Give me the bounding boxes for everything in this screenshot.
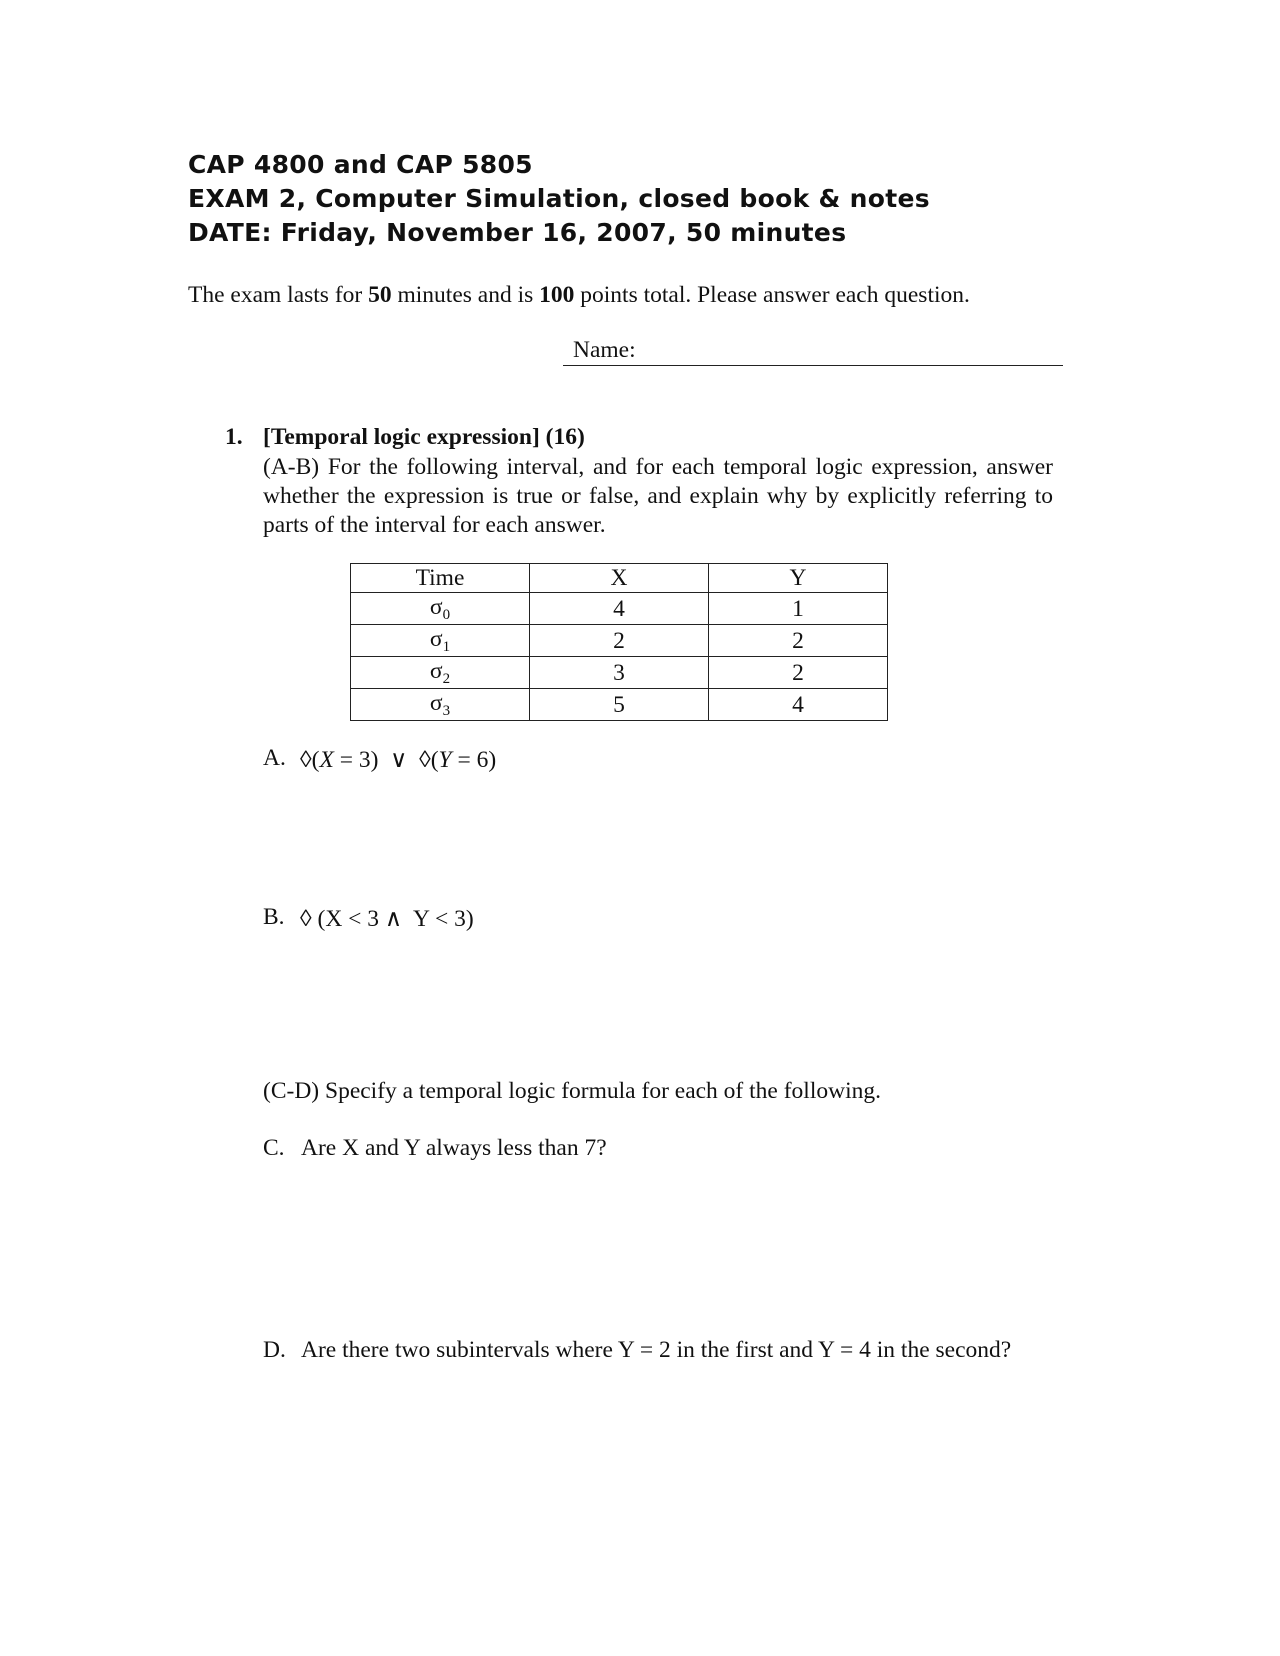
table-cell-time: [351, 625, 530, 657]
table-header-time: Time: [351, 564, 530, 593]
part-c-label: C.: [263, 1135, 285, 1161]
expr-text: = 6): [451, 747, 497, 773]
sigma-symbol: σ: [429, 690, 443, 716]
question-number: 1.: [225, 424, 243, 450]
expr-paren: (: [430, 747, 439, 773]
table-cell-y: 2: [709, 657, 888, 689]
table-cell-y: 2: [709, 625, 888, 657]
table-cell-time: [351, 593, 530, 625]
table-header-y: Y: [709, 564, 888, 593]
table-row: [351, 689, 888, 721]
table-cell-x: 5: [530, 689, 709, 721]
sigma-symbol: σ: [429, 594, 443, 620]
sigma-symbol: σ: [429, 658, 443, 684]
name-label: Name:: [573, 337, 636, 363]
interval-table: [350, 563, 888, 721]
expr-paren: (: [311, 747, 320, 773]
part-a-expression: [300, 745, 496, 774]
intro-points: 100: [539, 282, 575, 308]
intro-text-2: minutes and is: [391, 282, 540, 308]
table-cell-x: 3: [530, 657, 709, 689]
part-d-text: Are there two subintervals where Y = 2 in the first and Y = 4 in the second?: [301, 1337, 1012, 1363]
expr-var-y: Y: [438, 747, 452, 773]
expr-var-x: X: [319, 747, 334, 773]
question-instructions-cd: (C-D) Specify a temporal logic formula for each of the following.: [263, 1078, 881, 1104]
part-b-expression: ◊ (X < 3 ∧ Y < 3): [300, 906, 474, 932]
course-title: CAP 4800 and CAP 5805: [188, 150, 533, 179]
question-title: [Temporal logic expression] (16): [263, 424, 585, 450]
question-instructions-ab: (A-B) For the following interval, and for each temporal logic expression, answer whether the expression is true or false, and explain why by explicitly referring to parts of the interval for each answer.: [263, 454, 1053, 538]
name-field[interactable]: [563, 335, 1063, 366]
table-row: [351, 593, 888, 625]
exam-date: DATE: Friday, November 16, 2007, 50 minutes: [188, 218, 847, 247]
table-row: [351, 657, 888, 689]
eventually-symbol: ◊: [419, 747, 431, 773]
table-row: [351, 625, 888, 657]
part-d-label: D.: [263, 1337, 286, 1363]
exam-title: EXAM 2, Computer Simulation, closed book & notes: [188, 184, 930, 213]
intro-text-3: points total. Please answer each question.: [574, 282, 970, 308]
intro-text-1: The exam lasts for: [188, 282, 369, 308]
table-cell-time: [351, 689, 530, 721]
eventually-symbol: ◊: [300, 747, 312, 773]
part-b-label: B.: [263, 904, 285, 930]
part-a-label: A.: [263, 745, 286, 771]
exam-intro: [188, 282, 970, 309]
table-cell-x: 4: [530, 593, 709, 625]
table-cell-x: 2: [530, 625, 709, 657]
table-cell-time: [351, 657, 530, 689]
sigma-subscript: 3: [442, 703, 451, 719]
sigma-subscript: 2: [442, 671, 451, 687]
sigma-subscript: 1: [442, 639, 451, 655]
table-cell-y: 1: [709, 593, 888, 625]
sigma-subscript: 0: [442, 607, 451, 623]
table-header-x: X: [530, 564, 709, 593]
intro-minutes: 50: [368, 282, 392, 308]
expr-text: = 3) ∨: [333, 747, 420, 773]
sigma-symbol: σ: [429, 626, 443, 652]
table-header-row: [351, 564, 888, 593]
table-cell-y: 4: [709, 689, 888, 721]
part-c-text: Are X and Y always less than 7?: [301, 1135, 607, 1161]
